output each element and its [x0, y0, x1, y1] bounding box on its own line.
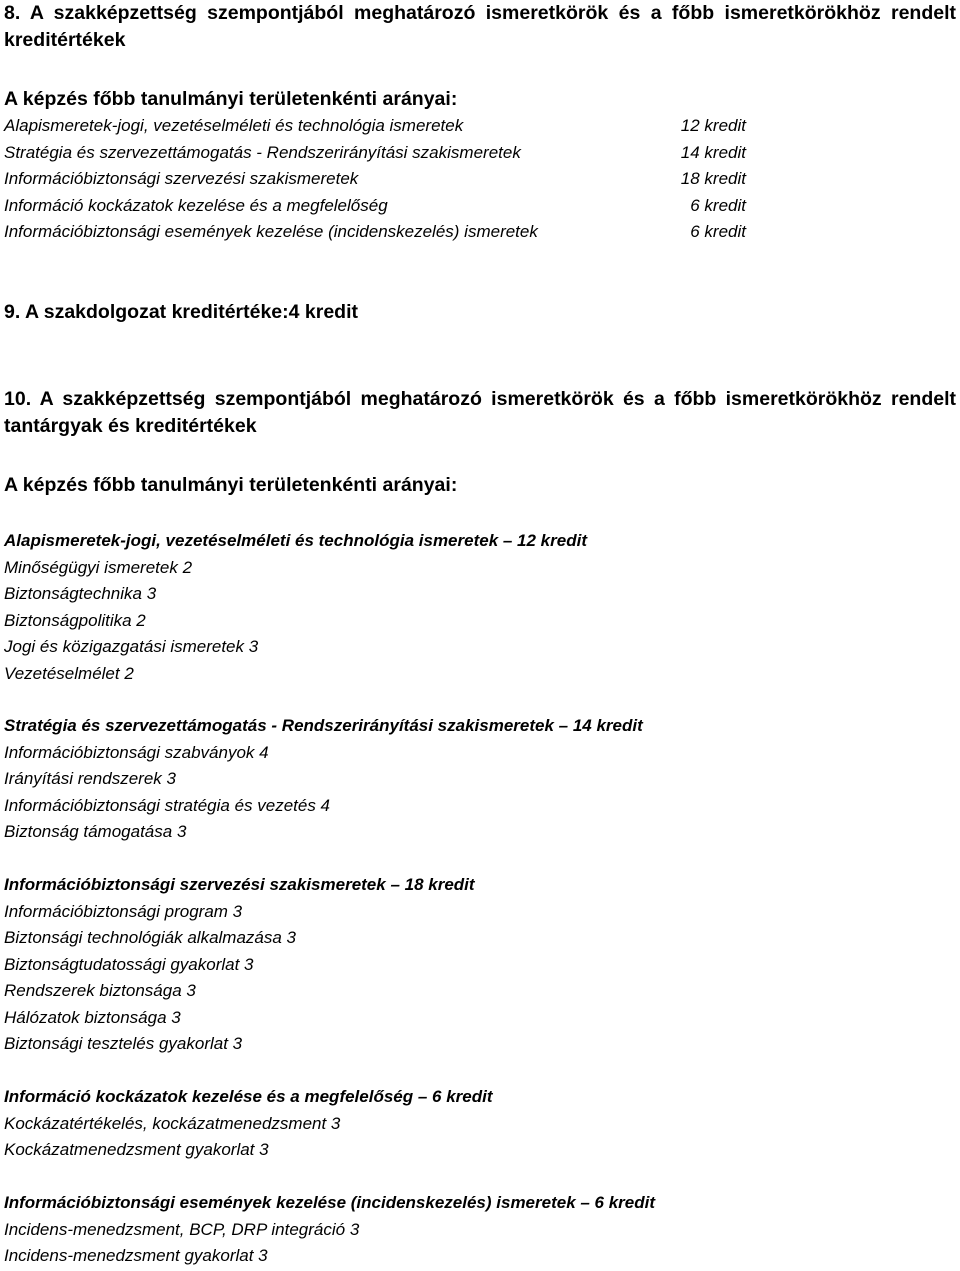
section8-heading: 8. A szakképzettség szempontjából meghatározó ismeretkörök és a főbb ismeretkörökhöz rendelt kreditértékek [4, 2, 956, 51]
area-label: Stratégia és szervezettámogatás - Rendszerirányítási szakismeretek [4, 142, 521, 162]
group-title: Alapismeretek-jogi, vezetéselméleti és technológia ismeretek – 12 kredit [4, 531, 587, 550]
area-value: 6 kredit [690, 222, 746, 241]
list-item: Kockázatmenedzsment gyakorlat 3 [4, 1140, 269, 1159]
list-item: Biztonságtudatossági gyakorlat 3 [4, 954, 254, 974]
section9-heading: 9. A szakdolgozat kreditértéke:4 kredit [4, 301, 359, 323]
area-value: 12 kredit [680, 116, 746, 135]
area-label: Alapismeretek-jogi, vezetéselméleti és technológia ismeretek [4, 116, 464, 135]
section10-heading: 10. A szakképzettség szempontjából meghatározó ismeretkörök és a főbb ismeretkörökhöz rendelt tantárgyak és kreditértékek [4, 388, 956, 437]
subject-group [4, 872, 956, 1058]
list-item: Irányítási rendszerek 3 [4, 769, 176, 788]
group-title: Információ kockázatok kezelése és a megfelelőség – 6 kredit [4, 1087, 493, 1106]
list-item: Biztonsági technológiák alkalmazása 3 [4, 928, 297, 947]
area-row [4, 166, 956, 193]
list-item: Kockázatértékelés, kockázatmenedzsment 3 [4, 1113, 341, 1133]
list-item: Incidens-menedzsment, BCP, DRP integráció 3 [4, 1219, 360, 1239]
list-item: Minőségügyi ismeretek 2 [4, 557, 193, 577]
subject-group [4, 528, 956, 687]
list-item: Információbiztonsági stratégia és vezetés 4 [4, 795, 331, 815]
area-row [4, 219, 956, 246]
list-item: Információbiztonsági program 3 [4, 901, 243, 921]
area-value: 14 kredit [680, 142, 746, 162]
list-item: Biztonsági tesztelés gyakorlat 3 [4, 1034, 243, 1053]
area-row [4, 113, 956, 140]
list-item: Rendszerek biztonsága 3 [4, 981, 196, 1000]
list-item: Információbiztonsági szabványok 4 [4, 742, 269, 762]
list-item: Incidens-menedzsment gyakorlat 3 [4, 1246, 268, 1265]
area-row [4, 193, 956, 220]
area-label: Információ kockázatok kezelése és a megfelelőség [4, 195, 388, 215]
group-title: Stratégia és szervezettámogatás - Rendszerirányítási szakismeretek – 14 kredit [4, 716, 643, 735]
area-label: Információbiztonsági szervezési szakismeretek [4, 169, 359, 188]
subject-group [4, 1084, 956, 1164]
section10-subheading: A képzés főbb tanulmányi területenkénti arányai: [4, 474, 458, 496]
list-item: Biztonságpolitika 2 [4, 610, 146, 630]
group-title: Információbiztonsági szervezési szakismeretek – 18 kredit [4, 875, 475, 894]
area-row [4, 140, 956, 167]
list-item: Biztonságtechnika 3 [4, 584, 157, 603]
list-item: Vezetéselmélet 2 [4, 663, 134, 683]
list-item: Hálózatok biztonsága 3 [4, 1007, 181, 1027]
area-value: 6 kredit [690, 195, 746, 215]
section8-subheading: A képzés főbb tanulmányi területenkénti arányai: [4, 88, 458, 110]
list-item: Jogi és közigazgatási ismeretek 3 [4, 637, 259, 656]
area-label: Információbiztonsági események kezelése (incidenskezelés) ismeretek [4, 222, 538, 241]
subject-group [4, 1190, 956, 1270]
area-value: 18 kredit [680, 169, 746, 188]
list-item: Biztonság támogatása 3 [4, 822, 187, 841]
section8-area-list [4, 113, 956, 246]
group-title: Információbiztonsági események kezelése (incidenskezelés) ismeretek – 6 kredit [4, 1193, 656, 1212]
subject-group [4, 713, 956, 846]
